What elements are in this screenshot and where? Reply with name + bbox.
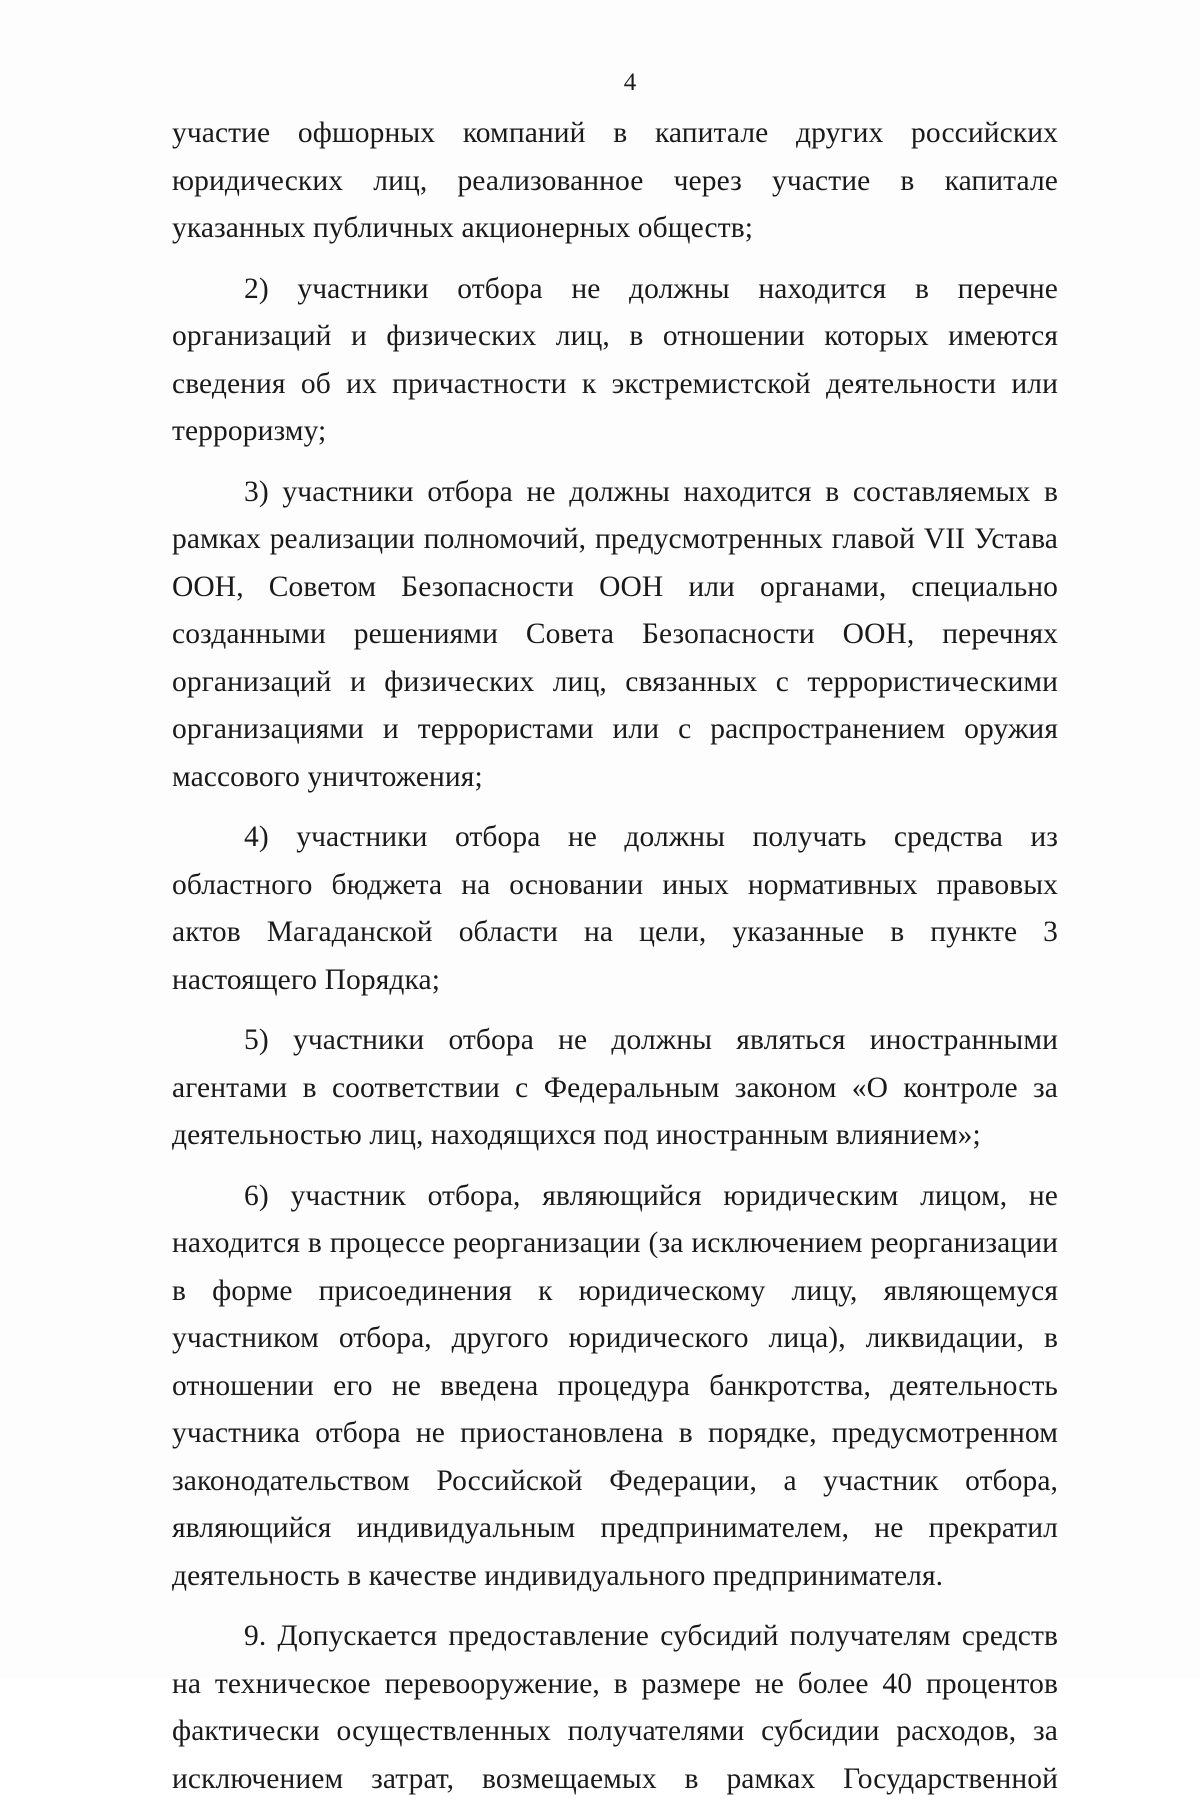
document-body xyxy=(172,110,1058,1803)
paragraph-item-2: 2) участники отбора не должны находится в перечне организаций и физических лиц, в отношении которых имеются сведения об их причастности к экстремистской деятельности или терроризму; xyxy=(172,272,1058,447)
paragraph-item-3: 3) участники отбора не должны находится в составляемых в рамках реализации полномочий, предусмотренных главой VII Устава ООН, Советом Безопасности ООН или органами, специально созданными решениями Совета Безопасности ООН, перечнях организаций и физических лиц, связанных с террористическими организациями и террористами или с распространением оружия массового уничтожения; xyxy=(172,475,1058,793)
page-number: 4 xyxy=(623,69,637,96)
paragraph-offshore-continuation: участие офшорных компаний в капитале других российских юридических лиц, реализованное через участие в капитале указанных публичных акционерных обществ; xyxy=(172,117,1058,244)
paragraph-item-4: 4) участники отбора не должны получать средства из областного бюджета на основании иных нормативных правовых актов Магаданской области на цели, указанные в пункте 3 настоящего Порядка; xyxy=(172,821,1058,996)
paragraph-item-5: 5) участники отбора не должны являться иностранными агентами в соответствии с Федеральным законом «О контроле за деятельностью лиц, находящихся под иностранным влиянием»; xyxy=(172,1024,1058,1151)
paragraph-item-9: 9. Допускается предоставление субсидий получателям средств на техническое перевооружение, в размере не более 40 процентов фактически осуществленных получателями субсидии расходов, за исключением затрат, возмещаемых в рамках Государственной xyxy=(172,1620,1058,1795)
paragraph-item-6: 6) участник отбора, являющийся юридическим лицом, не находится в процессе реорганизации (за исключением реорганизации в форме присоединения к юридическому лицу, являющемуся участником отбора, другого юридического лица), ликвидации, в отношении его не введена процедура банкротства, деятельность участника отбора не приостановлена в порядке, предусмотренном законодательством Российской Федерации, а участник отбора, являющийся индивидуальным предпринимателем, не прекратил деятельность в качестве индивидуального предпринимателя. xyxy=(172,1179,1058,1592)
